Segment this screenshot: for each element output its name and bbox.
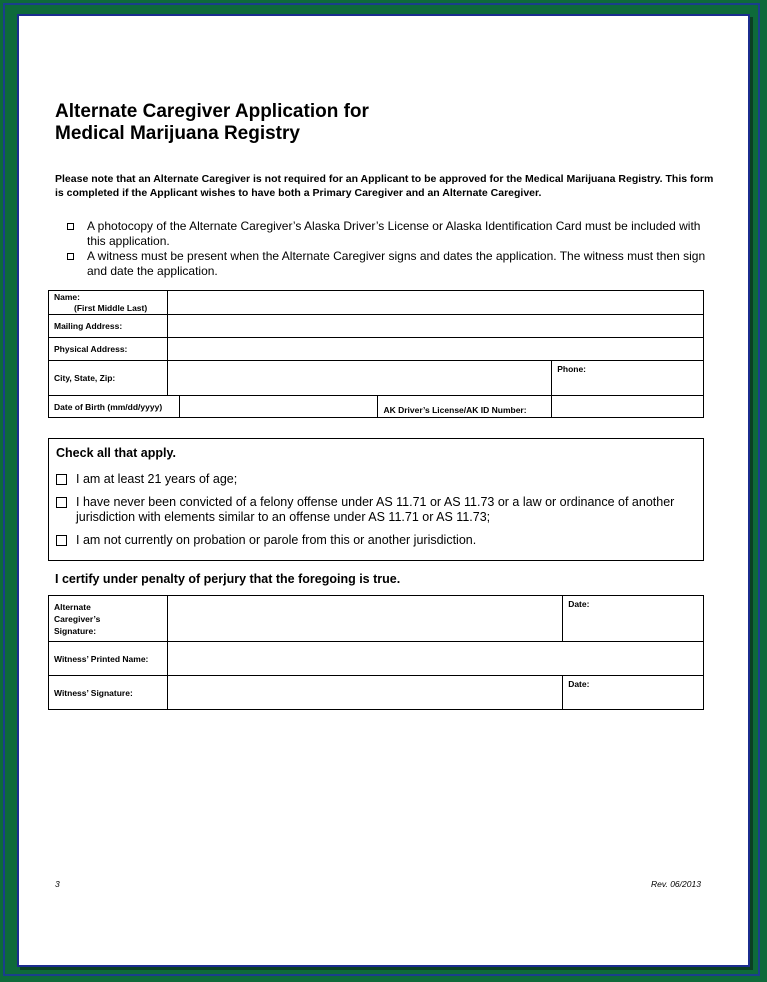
requirement-text: A photocopy of the Alternate Caregiver’s Alaska Driver’s License or Alaska Identification Card must be included with this application. — [87, 219, 701, 248]
requirement-item — [65, 219, 715, 249]
witness-sig-label: Witness’ Signature: — [49, 676, 168, 710]
mailing-label: Mailing Address: — [49, 315, 168, 338]
checklist-item — [56, 472, 676, 487]
witness-name-field[interactable] — [167, 642, 703, 676]
license-label: AK Driver’s License/AK ID Number: — [378, 396, 552, 418]
phone-label: Phone: — [557, 364, 587, 374]
city-label: City, State, Zip: — [49, 361, 168, 396]
page-number: 3 — [55, 879, 60, 889]
title-line-2: Medical Marijuana Registry — [55, 123, 300, 144]
signature-table — [48, 595, 704, 710]
name-label-cell — [49, 291, 168, 315]
checklist-heading: Check all that apply. — [56, 446, 176, 460]
name-sub-label: (First Middle Last) — [74, 303, 148, 313]
checklist-item — [56, 495, 676, 525]
bullet-box-icon — [67, 253, 74, 260]
date-label: Date: — [568, 599, 590, 609]
witness-signature-field[interactable] — [167, 676, 562, 710]
city-field[interactable] — [167, 361, 551, 396]
license-field[interactable] — [552, 396, 704, 418]
caregiver-signature-field[interactable] — [167, 596, 562, 642]
applicant-info-table — [48, 290, 704, 418]
checklist-text: I am at least 21 years of age; — [76, 472, 238, 486]
document-page — [17, 14, 750, 967]
date-label: Date: — [568, 679, 590, 689]
requirements-list — [65, 219, 715, 279]
checklist-items — [56, 472, 676, 556]
dob-field[interactable] — [179, 396, 378, 418]
requirement-item — [65, 249, 715, 279]
physical-label: Physical Address: — [49, 338, 168, 361]
checklist-text: I have never been convicted of a felony offense under AS 11.71 or AS 11.73 or a law or ordinance of another jurisdiction with elements similar to an offense under AS 11.71 or AS 11.73; — [76, 495, 675, 524]
caregiver-date-field[interactable] — [563, 596, 704, 642]
mailing-field[interactable] — [167, 315, 703, 338]
bullet-box-icon — [67, 223, 74, 230]
dob-label: Date of Birth (mm/dd/yyyy) — [49, 396, 180, 418]
probation-checkbox[interactable] — [56, 535, 67, 546]
witness-name-label: Witness’ Printed Name: — [49, 642, 168, 676]
name-field[interactable] — [167, 291, 703, 315]
caregiver-sig-label: Alternate Caregiver’s Signature: — [49, 596, 168, 642]
witness-date-field[interactable] — [563, 676, 704, 710]
felony-checkbox[interactable] — [56, 497, 67, 508]
form-note: Please note that an Alternate Caregiver is not required for an Applicant to be approved for the Medical Marijuana Registry. This form is completed if the Applicant wishes to have both a Primary Caregiver and an Alternate Caregiver. — [55, 173, 714, 199]
eligibility-checklist — [48, 438, 704, 561]
name-label: Name: — [54, 292, 80, 302]
title-line-1: Alternate Caregiver Application for — [55, 101, 369, 122]
requirement-text: A witness must be present when the Alternate Caregiver signs and dates the application. The witness must then sign and date the application. — [87, 249, 706, 278]
physical-field[interactable] — [167, 338, 703, 361]
age-checkbox[interactable] — [56, 474, 67, 485]
revision-date: Rev. 06/2013 — [651, 879, 701, 889]
checklist-text: I am not currently on probation or parole from this or another jurisdiction. — [76, 533, 477, 547]
checklist-item — [56, 533, 676, 548]
certification-statement: I certify under penalty of perjury that the foregoing is true. — [55, 572, 401, 586]
form-title — [55, 101, 555, 145]
phone-field[interactable] — [552, 361, 704, 396]
